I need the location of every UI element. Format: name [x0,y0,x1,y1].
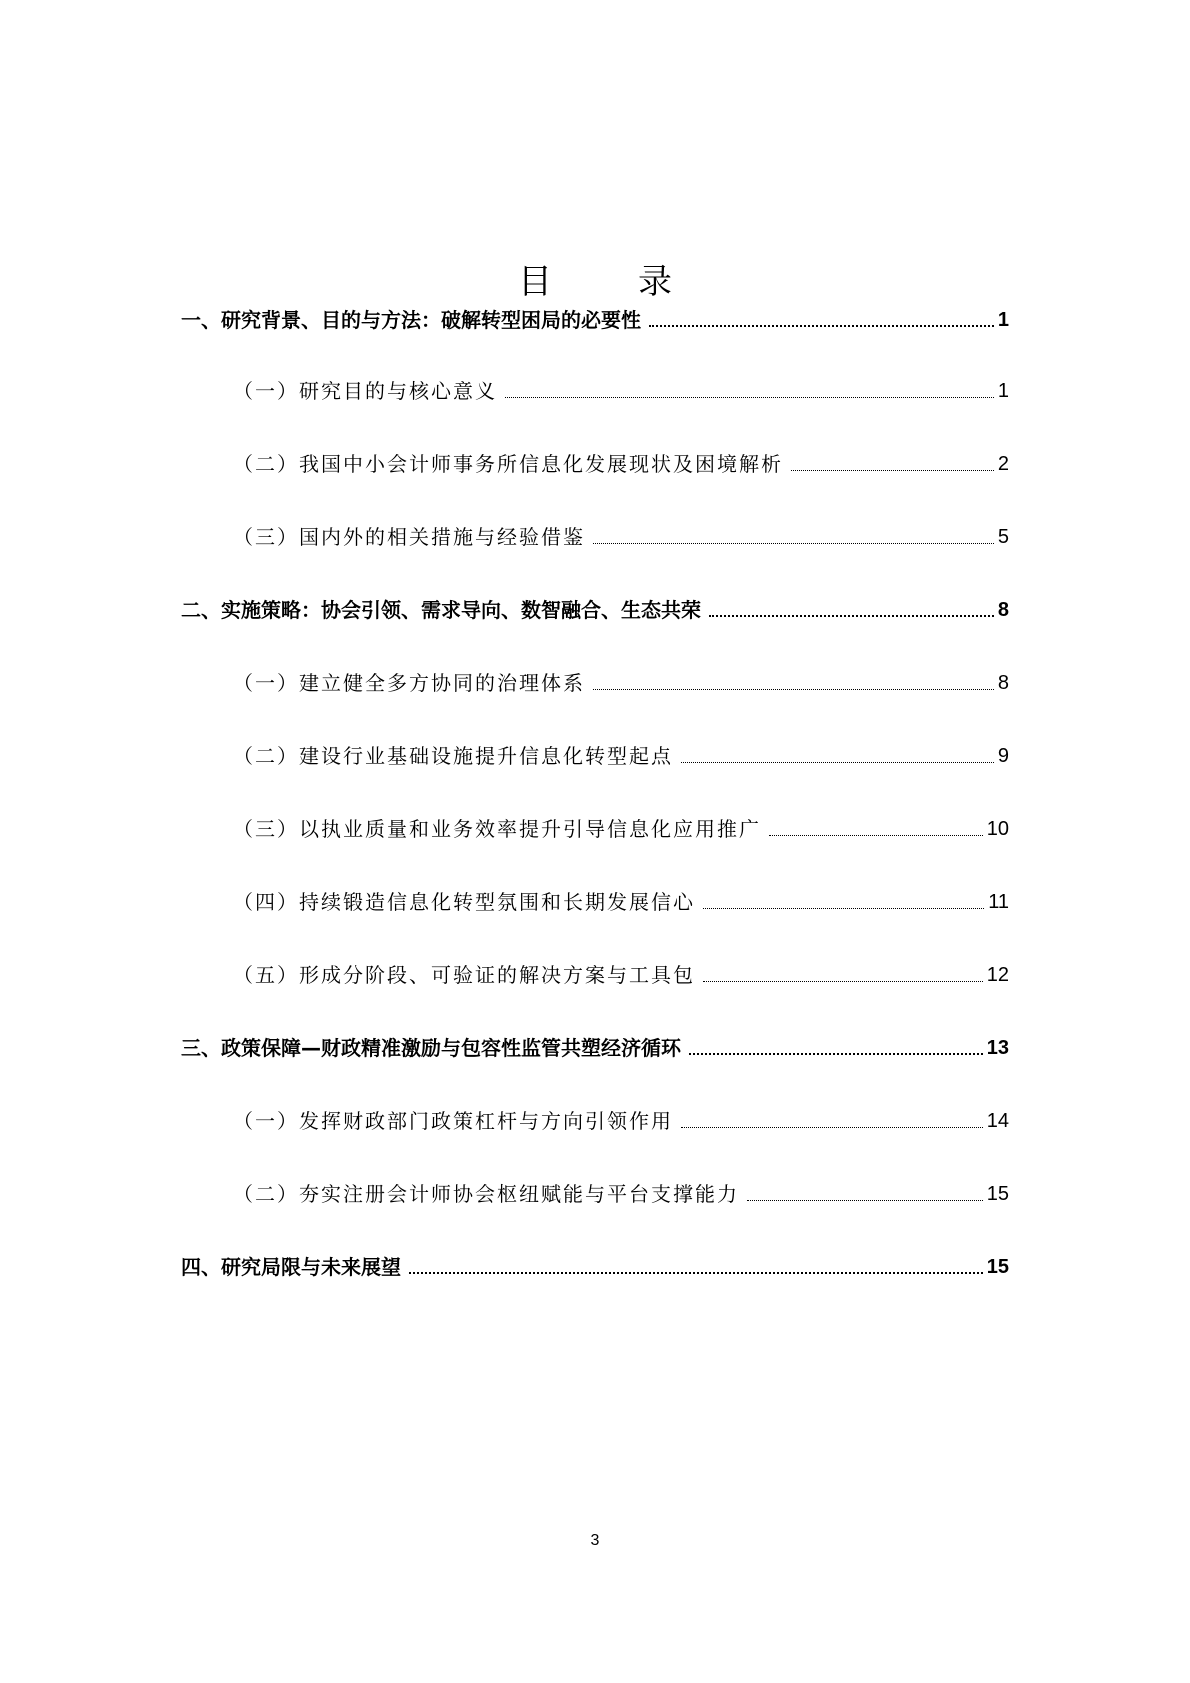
toc-entry-subsection-1-3[interactable] [233,523,1009,551]
toc-entry-label: （二）夯实注册会计师协会枢纽赋能与平台支撑能力 [233,1182,739,1206]
dot-leader [681,1127,983,1128]
toc-entry-page: 1 [997,380,1009,402]
toc-entry-page: 12 [986,964,1009,986]
dot-leader [703,908,984,909]
toc-entry-page: 10 [986,818,1009,840]
toc-entry-label: （一）发挥财政部门政策杠杆与方向引领作用 [233,1109,673,1133]
toc-entry-label: 三、政策保障—财政精准激励与包容性监管共塑经济循环 [181,1036,681,1060]
dot-leader [593,689,994,690]
toc-entry-label: 四、研究局限与未来展望 [181,1255,401,1279]
toc-entry-section-3[interactable] [181,1034,1009,1062]
toc-entry-label: （三）国内外的相关措施与经验借鉴 [233,525,585,549]
toc-entry-subsection-3-1[interactable] [233,1107,1009,1135]
toc-entry-page: 1 [997,309,1009,331]
toc-entry-page: 13 [986,1037,1009,1059]
dot-leader [703,981,983,982]
toc-entry-label: （四）持续锻造信息化转型氛围和长期发展信心 [233,890,695,914]
dot-leader [747,1200,983,1201]
toc-entry-section-1[interactable] [181,306,1009,334]
toc-entry-subsection-2-3[interactable] [233,815,1009,843]
toc-entry-label: （二）我国中小会计师事务所信息化发展现状及困境解析 [233,452,783,476]
toc-entry-section-2[interactable] [181,596,1009,624]
toc-entry-label: （三）以执业质量和业务效率提升引导信息化应用推广 [233,817,761,841]
toc-entry-subsection-1-2[interactable] [233,450,1009,478]
toc-entry-subsection-1-1[interactable] [233,377,1009,405]
toc-entry-subsection-2-4[interactable] [233,888,1009,916]
toc-entry-page: 8 [997,599,1009,621]
dot-leader [681,762,994,763]
dot-leader [709,615,994,617]
toc-entry-label: （五）形成分阶段、可验证的解决方案与工具包 [233,963,695,987]
toc-entry-page: 14 [986,1110,1009,1132]
toc-entry-label: 二、实施策略：协会引领、需求导向、数智融合、生态共荣 [181,598,701,622]
toc-entry-page: 5 [997,526,1009,548]
toc-entry-subsection-2-2[interactable] [233,742,1009,770]
page-number: 3 [590,1532,600,1549]
dot-leader [593,543,994,544]
dot-leader [409,1272,983,1274]
toc-entry-label: （一）研究目的与核心意义 [233,379,497,403]
dot-leader [649,325,994,327]
toc-entry-page: 15 [986,1183,1009,1205]
toc-entry-page: 11 [988,891,1009,913]
dot-leader [769,835,983,836]
dot-leader [505,397,994,398]
toc-entry-label: 一、研究背景、目的与方法：破解转型困局的必要性 [181,308,641,332]
toc-entry-subsection-3-2[interactable] [233,1180,1009,1208]
dot-leader [689,1053,983,1055]
toc-entry-label: （二）建设行业基础设施提升信息化转型起点 [233,744,673,768]
toc-entry-page: 15 [986,1256,1009,1278]
toc-entry-subsection-2-1[interactable] [233,669,1009,697]
toc-entry-page: 8 [997,672,1009,694]
toc-entry-section-4[interactable] [181,1253,1009,1281]
toc-title: 目 录 [518,262,698,302]
dot-leader [791,470,994,471]
toc-entry-subsection-2-5[interactable] [233,961,1009,989]
toc-entry-page: 2 [997,453,1009,475]
toc-entry-label: （一）建立健全多方协同的治理体系 [233,671,585,695]
toc-entry-page: 9 [997,745,1009,767]
